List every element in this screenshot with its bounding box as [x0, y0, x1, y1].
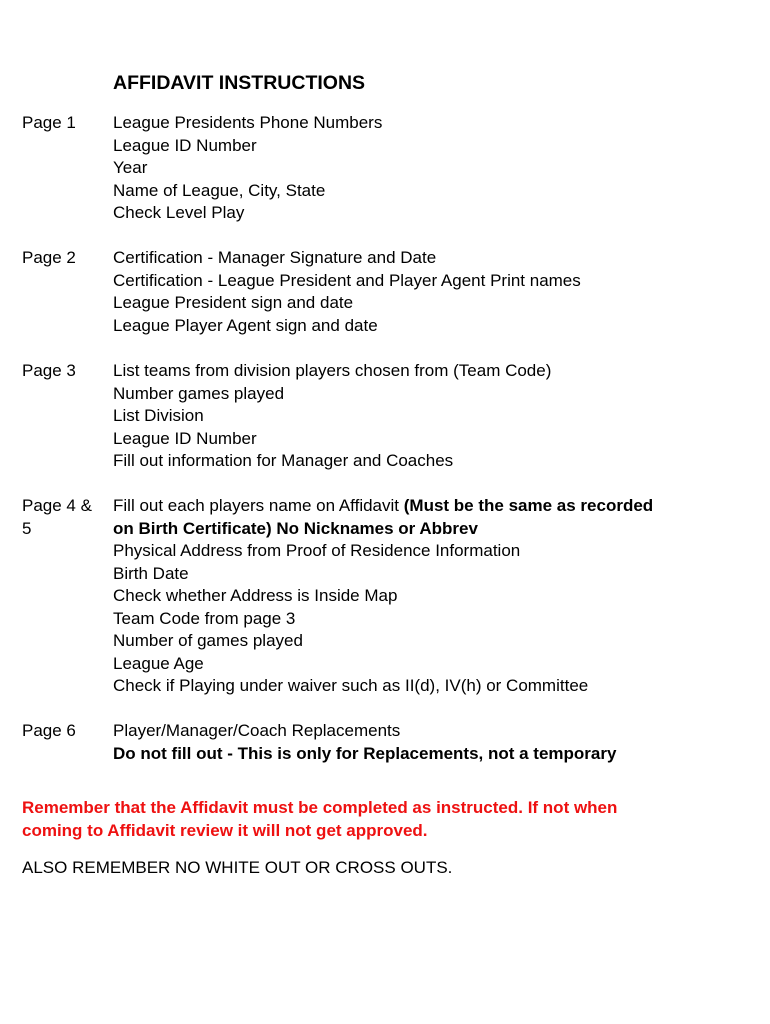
instruction-line: Check if Playing under waiver such as II(d), IV(h) or Committee: [113, 676, 589, 695]
section-label: Page 1: [22, 113, 76, 132]
reminder-line: coming to Affidavit review it will not get approved.: [22, 821, 428, 840]
instruction-line: List Division: [113, 406, 204, 425]
page-title: AFFIDAVIT INSTRUCTIONS: [113, 72, 366, 94]
section-label-line: Page 4 &: [22, 496, 92, 515]
section-items: [113, 720, 763, 765]
instruction-line: Check whether Address is Inside Map: [113, 586, 398, 605]
instruction-line: League ID Number: [113, 428, 257, 448]
section-label: Page 2: [22, 248, 76, 267]
instruction-line: Check Level Play: [113, 203, 245, 222]
instruction-line: League Age: [113, 653, 204, 673]
instruction-line: Player/Manager/Coach Replacements: [113, 721, 401, 740]
instruction-text: Fill out each players name on Affidavit: [113, 496, 404, 515]
instruction-line: Name of League, City, State: [113, 180, 326, 200]
instruction-line: Certification - League President and Player Agent Print names: [113, 270, 581, 290]
section-items: [113, 247, 763, 337]
instruction-line: Physical Address from Proof of Residence Information: [113, 541, 521, 560]
instruction-line: Number games played: [113, 383, 285, 403]
instruction-line: Birth Date: [113, 563, 189, 583]
section-items: [113, 112, 763, 225]
instruction-line: List teams from division players chosen from (Team Code): [113, 361, 552, 380]
reminder-line: Remember that the Affidavit must be completed as instructed. If not when: [22, 798, 618, 817]
instruction-emphasis: (Must be the same as recorded: [403, 496, 654, 515]
section-items: [113, 495, 763, 698]
instruction-line: League Player Agent sign and date: [113, 315, 378, 335]
section-items: [113, 360, 763, 473]
instruction-line: Certification - Manager Signature and Date: [113, 248, 437, 267]
instruction-line: [113, 495, 763, 518]
instruction-line: Team Code from page 3: [113, 608, 296, 628]
section-label-line: 5: [22, 518, 32, 538]
section-label: Page 3: [22, 361, 76, 380]
instruction-line: League ID Number: [113, 135, 257, 155]
instruction-line: Fill out information for Manager and Coaches: [113, 451, 454, 470]
instruction-emphasis-line: Do not fill out - This is only for Replacements, not a temporary: [113, 743, 617, 763]
section-label: Page 6: [22, 721, 76, 740]
instruction-emphasis-line: on Birth Certificate) No Nicknames or Abbrev: [113, 518, 478, 538]
no-white-out-note: ALSO REMEMBER NO WHITE OUT OR CROSS OUTS.: [22, 858, 453, 877]
approval-reminder: [22, 796, 722, 842]
instruction-line: Number of games played: [113, 631, 303, 650]
instruction-line: League President sign and date: [113, 293, 354, 312]
instruction-line: League Presidents Phone Numbers: [113, 113, 383, 132]
instruction-line: Year: [113, 158, 148, 177]
section-label: [22, 495, 102, 540]
